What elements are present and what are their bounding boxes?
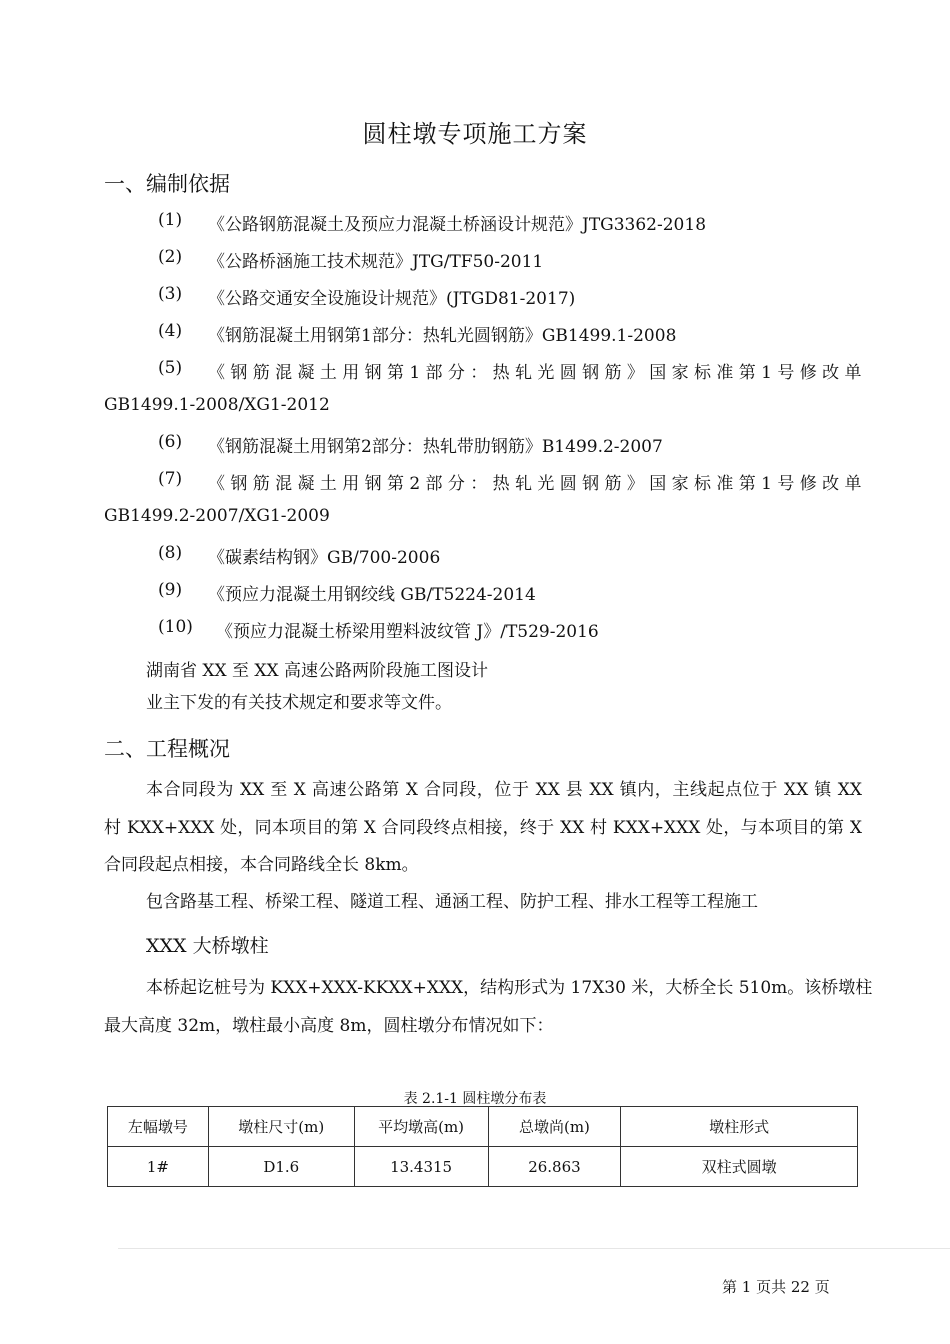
page-number: 第 1 页共 22 页 [722,1278,830,1296]
table-row [108,1147,858,1187]
reference-number: (9) [158,580,183,600]
reference-number: (6) [158,432,183,452]
reference-number: (10) [158,617,193,637]
reference-number: (1) [158,210,183,230]
reference-number: (2) [158,247,183,267]
table-cell: D1.6 [208,1147,354,1187]
reference-number: (7) [158,469,183,489]
reference-text: 《钢筋混凝土用钢第1部分：热轧光圆钢筋》GB1499.1-2008 [208,326,677,346]
reference-number: (8) [158,543,183,563]
reference-text: 《碳素结构钢》GB/700-2006 [208,548,441,568]
table-header-cell: 墩柱尺寸(m) [208,1107,354,1147]
reference-continuation: GB1499.2-2007/XG1-2009 [104,506,330,526]
overview-paragraph-line: 本合同段为 XX 至 X 高速公路第 X 合同段，位于 XX 县 XX 镇内，主线起点位于 XX 镇 XX [146,780,862,800]
bridge-paragraph-line: 本桥起讫桩号为 KXX+XXX-KKXX+XXX，结构形式为 17X30 米，大桥全长 510m。该桥墩柱 [146,978,873,998]
document-title: 圆柱墩专项施工方案 [362,120,588,148]
overview-scope: 包含路基工程、桥梁工程、隧道工程、通涵工程、防护工程、排水工程等工程施工 [146,892,758,912]
reference-number: (4) [158,321,183,341]
bridge-heading: XXX 大桥墩柱 [146,935,269,957]
table-cell: 双柱式圆墩 [621,1147,858,1187]
table-header-cell: 总墩尚(m) [488,1107,621,1147]
reference-text: 《钢筋混凝土用钢第2部分：热轧光圆钢筋》国家标准第1号修改单 [208,474,862,494]
section-heading-basis: 一、编制依据 [104,172,230,196]
table-header-cell: 平均墩高(m) [354,1107,488,1147]
table-header-cell: 左幅墩号 [108,1107,209,1147]
reference-number: (5) [158,358,183,378]
reference-text: 《钢筋混凝土用钢第1部分：热轧光圆钢筋》国家标准第1号修改单 [208,363,862,383]
overview-paragraph-line: 合同段起点相接，本合同路线全长 8km。 [104,855,419,875]
section-heading-overview: 二、工程概况 [104,737,230,761]
reference-text: 《公路交通安全设施设计规范》(JTGD81-2017) [208,289,576,309]
basis-extra-design: 湖南省 XX 至 XX 高速公路两阶段施工图设计 [146,661,489,681]
reference-text: 《预应力混凝土桥梁用塑料波纹管 J》/T529-2016 [216,622,599,642]
reference-text: 《公路桥涵施工技术规范》JTG/TF50-2011 [208,252,544,272]
table-cell: 13.4315 [354,1147,488,1187]
table-caption: 表 2.1-1 圆柱墩分布表 [403,1091,547,1107]
overview-paragraph-line: 村 KXX+XXX 处，同本项目的第 X 合同段终点相接，终于 XX 村 KXX+XXX 处，与本项目的第 X [104,818,862,838]
pier-distribution-table [107,1106,858,1187]
basis-extra-owner: 业主下发的有关技术规定和要求等文件。 [146,693,452,713]
table-cell: 26.863 [488,1147,621,1187]
reference-text: 《钢筋混凝土用钢第2部分：热轧带肋钢筋》B1499.2-2007 [208,437,663,457]
footer-divider [118,1248,950,1249]
reference-number: (3) [158,284,183,304]
reference-text: 《预应力混凝土用钢绞线 GB/T5224-2014 [208,585,536,605]
reference-text: 《公路钢筋混凝土及预应力混凝土桥涵设计规范》JTG3362-2018 [208,215,707,235]
table-header-row [108,1107,858,1147]
reference-continuation: GB1499.1-2008/XG1-2012 [104,395,330,415]
table-cell: 1# [108,1147,209,1187]
bridge-paragraph-line: 最大高度 32m，墩柱最小高度 8m，圆柱墩分布情况如下： [104,1016,554,1036]
table-header-cell: 墩柱形式 [621,1107,858,1147]
